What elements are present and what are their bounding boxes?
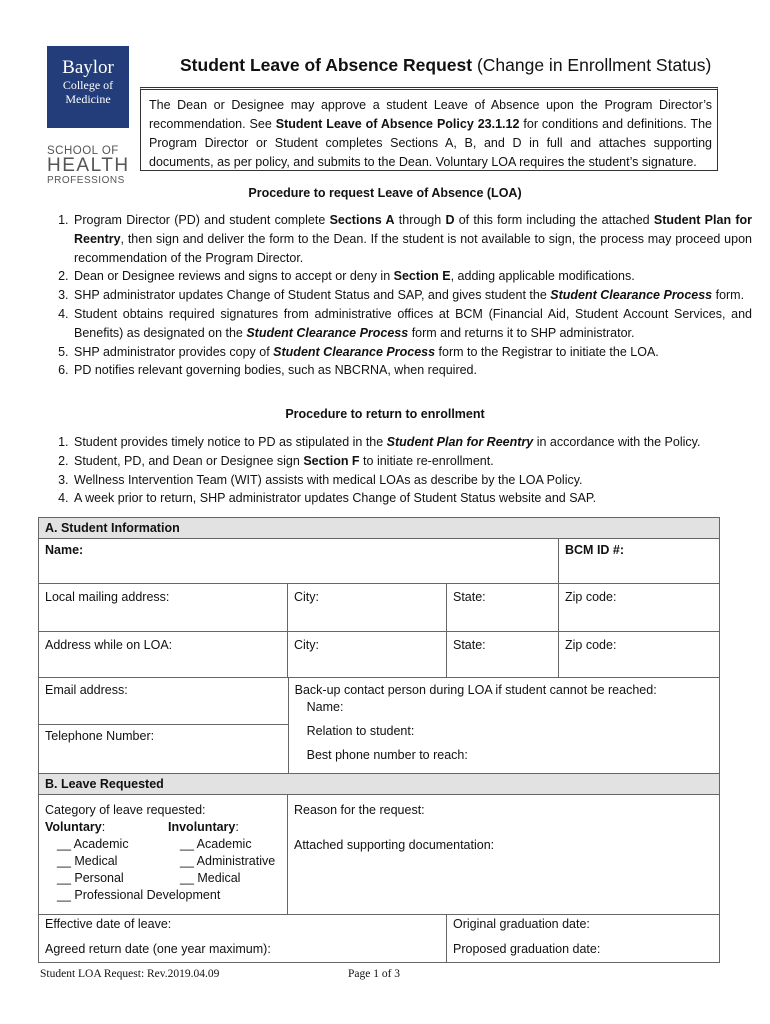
invol-academic-option[interactable]: __ Academic — [180, 837, 252, 851]
agreed-return-label: Agreed return date (one year maximum): — [45, 942, 271, 956]
category-cell — [39, 795, 288, 914]
bcm-id-field[interactable]: BCM ID #: — [565, 543, 625, 557]
school-line-1: SCHOOL OF — [47, 145, 119, 157]
logo-line-1: Baylor — [62, 57, 114, 78]
email-telephone-cell — [39, 678, 289, 773]
school-line-2: HEALTH — [47, 155, 130, 176]
relation-label: Relation to student: — [306, 724, 415, 738]
local-address-field[interactable]: Local mailing address: — [39, 584, 288, 631]
section-b-header: B. Leave Requested — [39, 774, 719, 795]
intro-box — [140, 87, 718, 171]
vol-personal-option[interactable]: __ Personal — [57, 871, 124, 885]
loa-procedure-heading: Procedure to request Leave of Absence (LOA) — [248, 186, 522, 200]
best-phone-label: Best phone number to reach: — [306, 748, 468, 762]
loa-form-table — [38, 517, 720, 963]
return-procedure-heading: Procedure to return to enrollment — [285, 407, 485, 421]
list-item: 2. Student, PD, and Dean or Designee sign Section F to initiate re-enrollment. — [72, 452, 752, 471]
voluntary-label: Voluntary — [45, 820, 102, 834]
local-zip-field[interactable]: Zip code: — [565, 590, 617, 604]
logo-line-3: Medicine — [65, 92, 111, 106]
list-item: 3. Wellness Intervention Team (WIT) assists with medical LOAs as describe by the LOA Policy. — [72, 471, 752, 490]
vol-professional-option[interactable]: __ Professional Development — [57, 888, 221, 902]
title-main: Student Leave of Absence Request — [180, 55, 473, 75]
footer-page-number: Page 1 of 3 — [348, 968, 401, 980]
loa-city-field[interactable]: City: — [288, 632, 447, 677]
backup-name-label: Name: — [306, 700, 344, 714]
title-sub: (Change in Enrollment Status) — [476, 55, 712, 75]
list-item: 5. SHP administrator provides copy of Student Clearance Process form to the Registrar to initiate the LOA. — [72, 343, 752, 362]
leave-category-row — [39, 795, 719, 915]
name-field[interactable]: Name: — [39, 539, 559, 583]
involuntary-label: Involuntary — [168, 820, 236, 834]
intro-text-1: The Dean or Designee may approve a student Leave of Absence upon the Program Director’s recommendation. See — [149, 98, 712, 131]
voluntary-column: Voluntary: __ Academic __ Medical __ Personal __ Professional Development — [45, 820, 221, 902]
category-options — [45, 819, 281, 904]
loa-address-row — [39, 632, 719, 678]
return-procedure-list — [45, 433, 752, 508]
list-item: 6. PD notifies relevant governing bodies, such as NBCRNA, when required. — [72, 361, 752, 380]
reason-cell[interactable] — [288, 795, 719, 914]
dates-right-cell[interactable] — [447, 915, 719, 962]
policy-reference: Student Leave of Absence Policy 23.1.12 — [275, 117, 520, 131]
section-a-header: A. Student Information — [39, 518, 719, 539]
school-line-3: PROFESSIONS — [47, 175, 125, 186]
list-item: 4. A week prior to return, SHP administrator updates Change of Student Status website and SAP. — [72, 489, 752, 508]
vol-academic-option[interactable]: __ Academic — [57, 837, 129, 851]
loa-procedure-list — [45, 211, 752, 380]
contact-row — [39, 678, 719, 774]
attached-docs-label: Attached supporting documentation: — [294, 838, 495, 852]
dates-row — [39, 915, 719, 962]
footer-revision: Student LOA Request: Rev.2019.04.09 — [40, 968, 220, 980]
local-address-row — [39, 584, 719, 632]
backup-contact-label: Back-up contact person during LOA if student cannot be reached: — [294, 683, 657, 697]
vol-medical-option[interactable]: __ Medical — [57, 854, 118, 868]
loa-zip-field[interactable]: Zip code: — [565, 638, 617, 652]
page-title — [180, 55, 711, 76]
baylor-logo — [47, 46, 129, 128]
proposed-grad-label: Proposed graduation date: — [453, 942, 601, 956]
dates-left-cell[interactable] — [39, 915, 447, 962]
name-row — [39, 539, 719, 584]
involuntary-column: Involuntary: __ Academic __ Administrative __ Medical — [168, 820, 276, 885]
list-item: 1. Student provides timely notice to PD as stipulated in the Student Plan for Reentry in accordance with the Policy. — [72, 433, 752, 452]
intro-text-2: for conditions and definitions. The Program Director or Student completes Sections A, B, and D in full and attaches supporting documents, as per policy, and submits to the Dean. Voluntary LOA requires the student’s signature. — [149, 117, 713, 169]
original-grad-label: Original graduation date: — [453, 917, 590, 931]
telephone-field[interactable]: Telephone Number: — [45, 729, 155, 743]
category-label: Category of leave requested: — [45, 803, 206, 817]
invol-administrative-option[interactable]: __ Administrative — [180, 854, 276, 868]
loa-address-field[interactable]: Address while on LOA: — [39, 632, 288, 677]
list-item: 2. Dean or Designee reviews and signs to accept or deny in Section E, adding applicable modifications. — [72, 267, 752, 286]
email-field[interactable]: Email address: — [39, 678, 288, 725]
logo-line-2: College of — [62, 78, 114, 92]
local-city-field[interactable]: City: — [288, 584, 447, 631]
school-name — [47, 145, 137, 186]
list-item: 4. Student obtains required signatures from administrative offices at BCM (Financial Aid, Student Account Services, and Benefits) as designated on the Student Clearance Process form and returns it to SHP administrator. — [72, 305, 752, 343]
list-item: 3. SHP administrator updates Change of Student Status and SAP, and gives student the Student Clearance Process form. — [72, 286, 752, 305]
effective-date-label: Effective date of leave: — [45, 917, 172, 931]
local-state-field[interactable]: State: — [447, 584, 559, 631]
loa-state-field[interactable]: State: — [447, 632, 559, 677]
list-item: 1. Program Director (PD) and student complete Sections A through D of this form including the attached Student Plan for Reentry, then sign and deliver the form to the Dean. If the student is not available to sign, the process may proceed upon recommendation of the Program Director. — [72, 211, 752, 267]
invol-medical-option[interactable]: __ Medical — [180, 871, 241, 885]
reason-label: Reason for the request: — [294, 803, 425, 817]
backup-contact-cell[interactable] — [289, 678, 719, 773]
